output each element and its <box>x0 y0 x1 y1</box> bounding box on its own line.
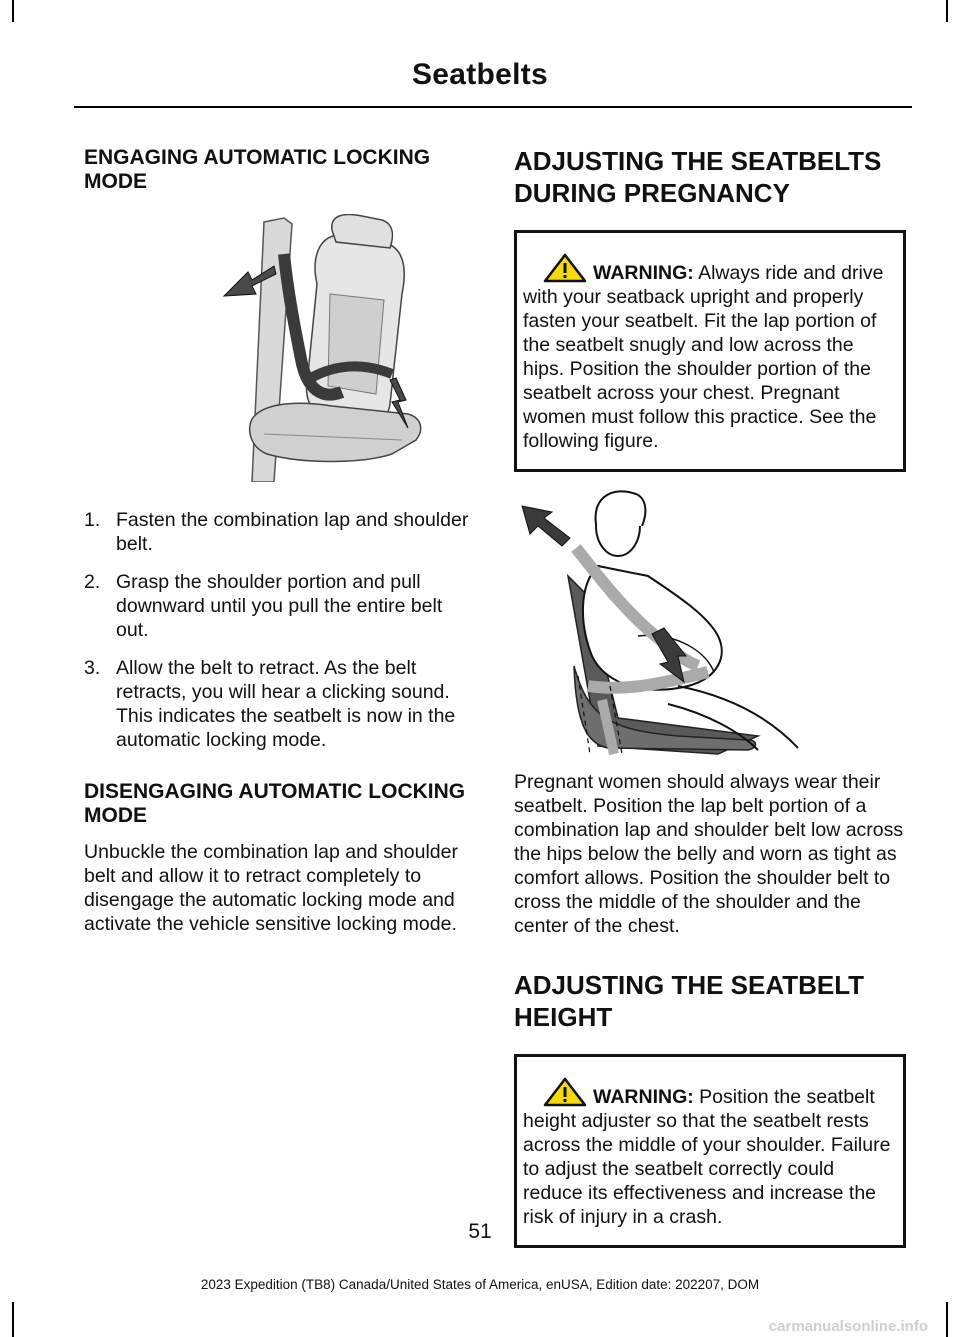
section-title-engaging: ENGAGING AUTOMATIC LOCKING MODE <box>84 146 431 193</box>
section-title-disengaging: DISENGAGING AUTOMATIC LOCKING MODE <box>84 780 466 827</box>
section-title-pregnancy-line1: ADJUSTING THE SEATBELTS <box>514 146 882 176</box>
seat-illustration <box>212 214 482 482</box>
section-title-pregnancy-line2: DURING PREGNANCY <box>514 178 790 208</box>
steps-list <box>84 508 476 752</box>
crop-mark-top-left <box>12 0 14 22</box>
warning-icon <box>543 1077 587 1107</box>
list-item: 2. Grasp the shoulder portion and pull downward until you pull the entire belt out. <box>84 571 443 641</box>
list-item: 1. Fasten the combination lap and shoulder belt. <box>84 509 469 555</box>
right-column <box>514 146 906 1248</box>
warning-box-height: WARNING: Position the seatbelt height adjuster so that the seatbelt rests across the middle of your shoulder. Failure to adjust the seatbelt correctly could reduce its effectiveness and increase the risk of injury in a crash. <box>514 1054 906 1248</box>
page-title: Seatbelts <box>411 58 549 91</box>
list-item: 3. Allow the belt to retract. As the belt retracts, you will hear a clicking sound. This indicates the seatbelt is now in the automatic locking mode. <box>84 657 456 751</box>
watermark: carmanualsonline.info <box>768 1318 928 1335</box>
crop-mark-top-right <box>946 0 948 22</box>
crop-mark-bottom-right <box>946 1302 948 1337</box>
warning-box-pregnancy: WARNING: Always ride and drive with your seatback upright and properly fasten your seatbelt. Fit the lap portion of the seatbelt snugly and low across the hips. Position the shoulder portion of the seatbelt across your chest. Pregnant women must follow this practice. See the following figure. <box>514 230 906 472</box>
header-divider <box>74 106 912 108</box>
pregnancy-body: Pregnant women should always wear their seatbelt. Position the lap belt portion of a combination lap and shoulder belt low across the hips below the belly and worn as tight as comfort allows. Position the shoulder belt to cross the middle of the shoulder and the center of the chest. <box>514 771 904 937</box>
edition-info: 2023 Expedition (TB8) Canada/United States of America, enUSA, Edition date: 202207, DOM <box>200 1277 760 1292</box>
left-column <box>84 146 476 936</box>
pregnancy-belt-illustration <box>518 486 818 756</box>
page-number: 51 <box>468 1220 492 1243</box>
section-title-height-line1: ADJUSTING THE SEATBELT <box>514 970 865 1000</box>
section-title-height-line2: HEIGHT <box>514 1002 613 1032</box>
crop-mark-bottom-left <box>12 1302 14 1337</box>
warning-icon <box>543 253 587 283</box>
disengaging-body: Unbuckle the combination lap and shoulder belt and allow it to retract completely to disengage the automatic locking mode and activate the vehicle sensitive locking mode. <box>84 841 458 935</box>
